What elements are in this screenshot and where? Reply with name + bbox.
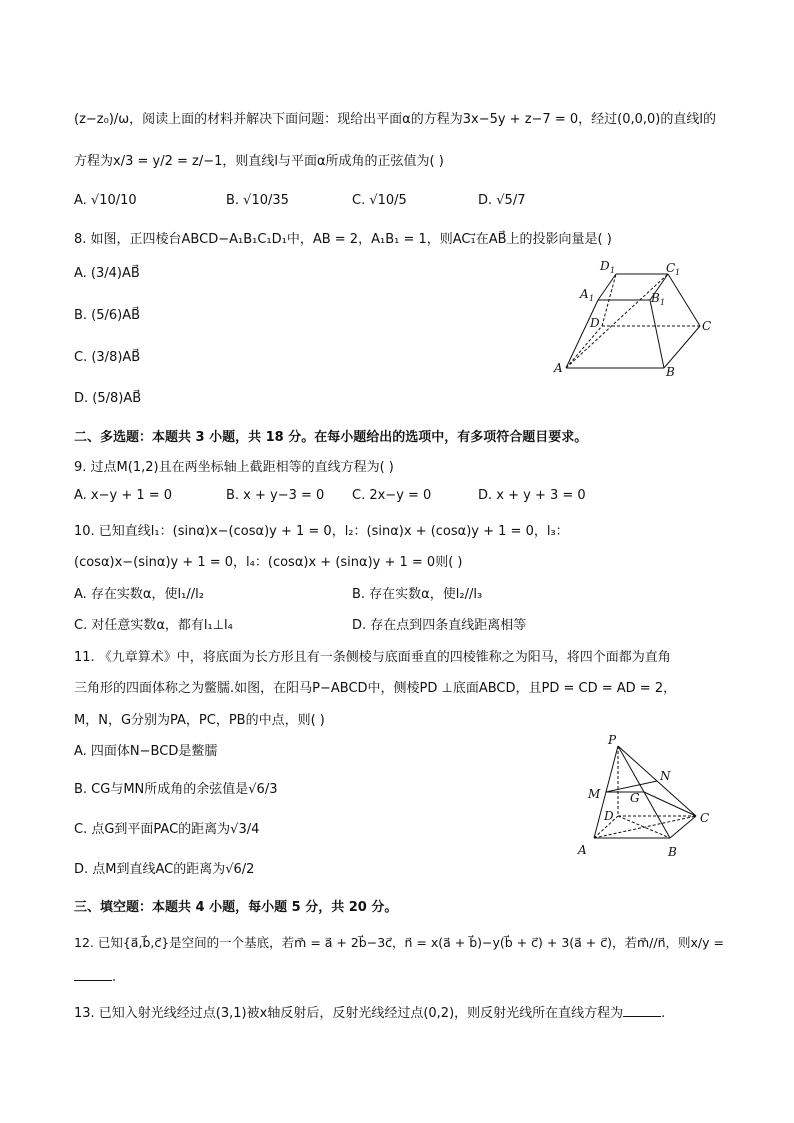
- q9-option-d[interactable]: [478, 488, 586, 503]
- section-2-header: [74, 426, 587, 445]
- q10-option-c[interactable]: [74, 614, 233, 633]
- q8-option-c-text: C. (3/8)AB⃗: [74, 350, 141, 365]
- q7-option-c-text: C. √10/5: [352, 193, 407, 208]
- q9-option-c-text: C. 2x−y = 0: [352, 488, 432, 503]
- q10-option-b-text: B. 存在实数α，使l₂//l₃: [352, 587, 483, 602]
- q7-option-d-text: D. √5/7: [478, 193, 526, 208]
- q7-option-b-text: B. √10/35: [226, 193, 289, 208]
- q8-option-b[interactable]: [74, 308, 140, 323]
- label-p: P: [608, 733, 617, 747]
- q7-option-b[interactable]: [226, 193, 289, 208]
- q11-stem-line2: [74, 677, 676, 696]
- q11-stem-text-1: 11. 《九章算术》中，将底面为长方形且有一条侧棱与底面垂直的四棱锥称之为阳马，将四个面都为直角: [74, 650, 671, 665]
- q10-option-d[interactable]: [352, 614, 526, 633]
- label-d: D: [604, 809, 614, 823]
- q10-option-b[interactable]: [352, 583, 482, 602]
- q7-stem-text-2: 方程为x/3 = y/2 = z/−1，则直线l与平面α所成角的正弦值为( ): [74, 154, 444, 169]
- label-d1: D: [600, 259, 610, 273]
- q7-stem-line1: [74, 108, 716, 127]
- q10-option-a[interactable]: [74, 583, 204, 602]
- label-c: C: [700, 811, 710, 825]
- label-m: M: [588, 787, 601, 801]
- q10-option-d-text: D. 存在点到四条直线距离相等: [352, 618, 527, 633]
- q11-stem-text-2: 三角形的四面体称之为鳖臑.如图，在阳马P−ABCD中，侧棱PD ⊥底面ABCD，且PD = CD = AD = 2，: [74, 681, 677, 696]
- q7-option-c[interactable]: [352, 193, 407, 208]
- q9-option-a-text: A. x−y + 1 = 0: [74, 488, 173, 503]
- label-b: B: [668, 845, 677, 858]
- frustum-figure: [552, 258, 732, 382]
- label-c: C: [702, 319, 712, 333]
- label-b1: B: [651, 291, 660, 305]
- q9-option-d-text: D. x + y + 3 = 0: [478, 488, 586, 503]
- q10-option-c-text: C. 对任意实数α，都有l₁⊥l₄: [74, 618, 233, 633]
- q11-option-b-text: B. CG与MN所成角的余弦值是√6/3: [74, 782, 278, 797]
- label-a: A: [578, 843, 587, 857]
- label-b1-sub: 1: [660, 298, 666, 307]
- label-n: N: [660, 769, 671, 783]
- section-3-text: 三、填空题：本题共 4 小题，每小题 5 分，共 20 分。: [74, 900, 398, 915]
- q9-option-b[interactable]: [226, 488, 324, 503]
- q12-answer-blank[interactable]: .: [74, 968, 116, 985]
- label-c1-sub: 1: [675, 268, 681, 277]
- q8-option-d[interactable]: [74, 391, 141, 406]
- q11-option-d[interactable]: [74, 858, 254, 877]
- section-3-header: [74, 896, 397, 915]
- q11-stem-line3: [74, 709, 325, 728]
- q7-option-a-text: A. √10/10: [74, 193, 137, 208]
- label-d1-sub: 1: [610, 266, 616, 275]
- q11-option-c[interactable]: [74, 818, 259, 837]
- q11-option-b[interactable]: [74, 778, 277, 797]
- q8-option-d-text: D. (5/8)AB⃗: [74, 391, 142, 406]
- q10-option-a-text: A. 存在实数α，使l₁//l₂: [74, 587, 204, 602]
- label-c1: C: [666, 261, 676, 275]
- q11-stem-line1: [74, 646, 671, 665]
- label-g: G: [630, 791, 640, 805]
- label-d: D: [590, 316, 600, 330]
- label-b: B: [666, 365, 675, 379]
- q9-option-b-text: B. x + y−3 = 0: [226, 488, 325, 503]
- q9-option-a[interactable]: [74, 488, 172, 503]
- q7-option-a[interactable]: [74, 193, 137, 208]
- q13-stem-text: 13. 已知入射光线经过点(3,1)被x轴反射后，反射光线经过点(0,2)，则反射光线所在直线方程为: [74, 1006, 624, 1021]
- pyramid-figure: [574, 732, 724, 858]
- q11-stem-text-3: M，N，G分别为PA，PC，PB的中点，则( ): [74, 713, 325, 728]
- q11-option-c-text: C. 点G到平面PAC的距离为√3/4: [74, 822, 260, 837]
- q11-option-d-text: D. 点M到直线AC的距离为√6/2: [74, 862, 255, 877]
- q12-stem: [74, 933, 724, 951]
- q11-option-a[interactable]: [74, 740, 217, 759]
- label-a: A: [554, 361, 563, 375]
- q7-stem-line2: [74, 150, 444, 169]
- q9-option-c[interactable]: [352, 488, 431, 503]
- q10-stem-text-1: 10. 已知直线l₁：(sinα)x−(cosα)y + 1 = 0，l₂：(sinα)x + (cosα)y + 1 = 0，l₃：: [74, 524, 569, 539]
- q9-stem: [74, 456, 394, 475]
- q8-stem: [74, 228, 612, 247]
- label-a1-sub: 1: [589, 294, 595, 303]
- q10-stem-line2: [74, 551, 462, 570]
- q10-stem-text-2: (cosα)x−(sinα)y + 1 = 0，l₄：(cosα)x + (sinα)y + 1 = 0则( ): [74, 555, 463, 570]
- q10-stem-line1: [74, 520, 569, 539]
- q8-option-a[interactable]: [74, 266, 140, 281]
- q8-option-b-text: B. (5/6)AB⃗: [74, 308, 141, 323]
- q12-stem-text: 12. 已知{a⃗,b⃗,c⃗}是空间的一个基底，若m⃗ = a⃗ + 2b⃗−3c⃗，n⃗ = x(a⃗ + b⃗)−y(b⃗ + c⃗) + 3(a⃗ + c⃗)，若m⃗//n⃗，则x/y =: [74, 935, 724, 950]
- section-2-text: 二、多选题：本题共 3 小题，共 18 分。在每小题给出的选项中，有多项符合题目要求。: [74, 430, 588, 445]
- q9-stem-text: 9. 过点M(1,2)且在两坐标轴上截距相等的直线方程为( ): [74, 460, 394, 475]
- q7-stem-text-1: (z−z₀)/ω，阅读上面的材料并解决下面问题：现给出平面α的方程为3x−5y + z−7 = 0，经过(0,0,0)的直线l的: [74, 112, 716, 127]
- q13-answer-blank[interactable]: [623, 1004, 661, 1017]
- q8-stem-text: 8. 如图，正四棱台ABCD−A₁B₁C₁D₁中，AB = 2，A₁B₁ = 1，则AC₁⃗在AB⃗上的投影向量是( ): [74, 232, 612, 247]
- q8-option-c[interactable]: [74, 350, 140, 365]
- q11-option-a-text: A. 四面体N−BCD是鳖臑: [74, 744, 218, 759]
- label-a1: A: [580, 287, 589, 301]
- q8-option-a-text: A. (3/4)AB⃗: [74, 266, 140, 281]
- q7-option-d[interactable]: [478, 193, 525, 208]
- q13-stem: 13. 已知入射光线经过点(3,1)被x轴反射后，反射光线经过点(0,2)，则反射光线所在直线方程为 .: [74, 1006, 666, 1021]
